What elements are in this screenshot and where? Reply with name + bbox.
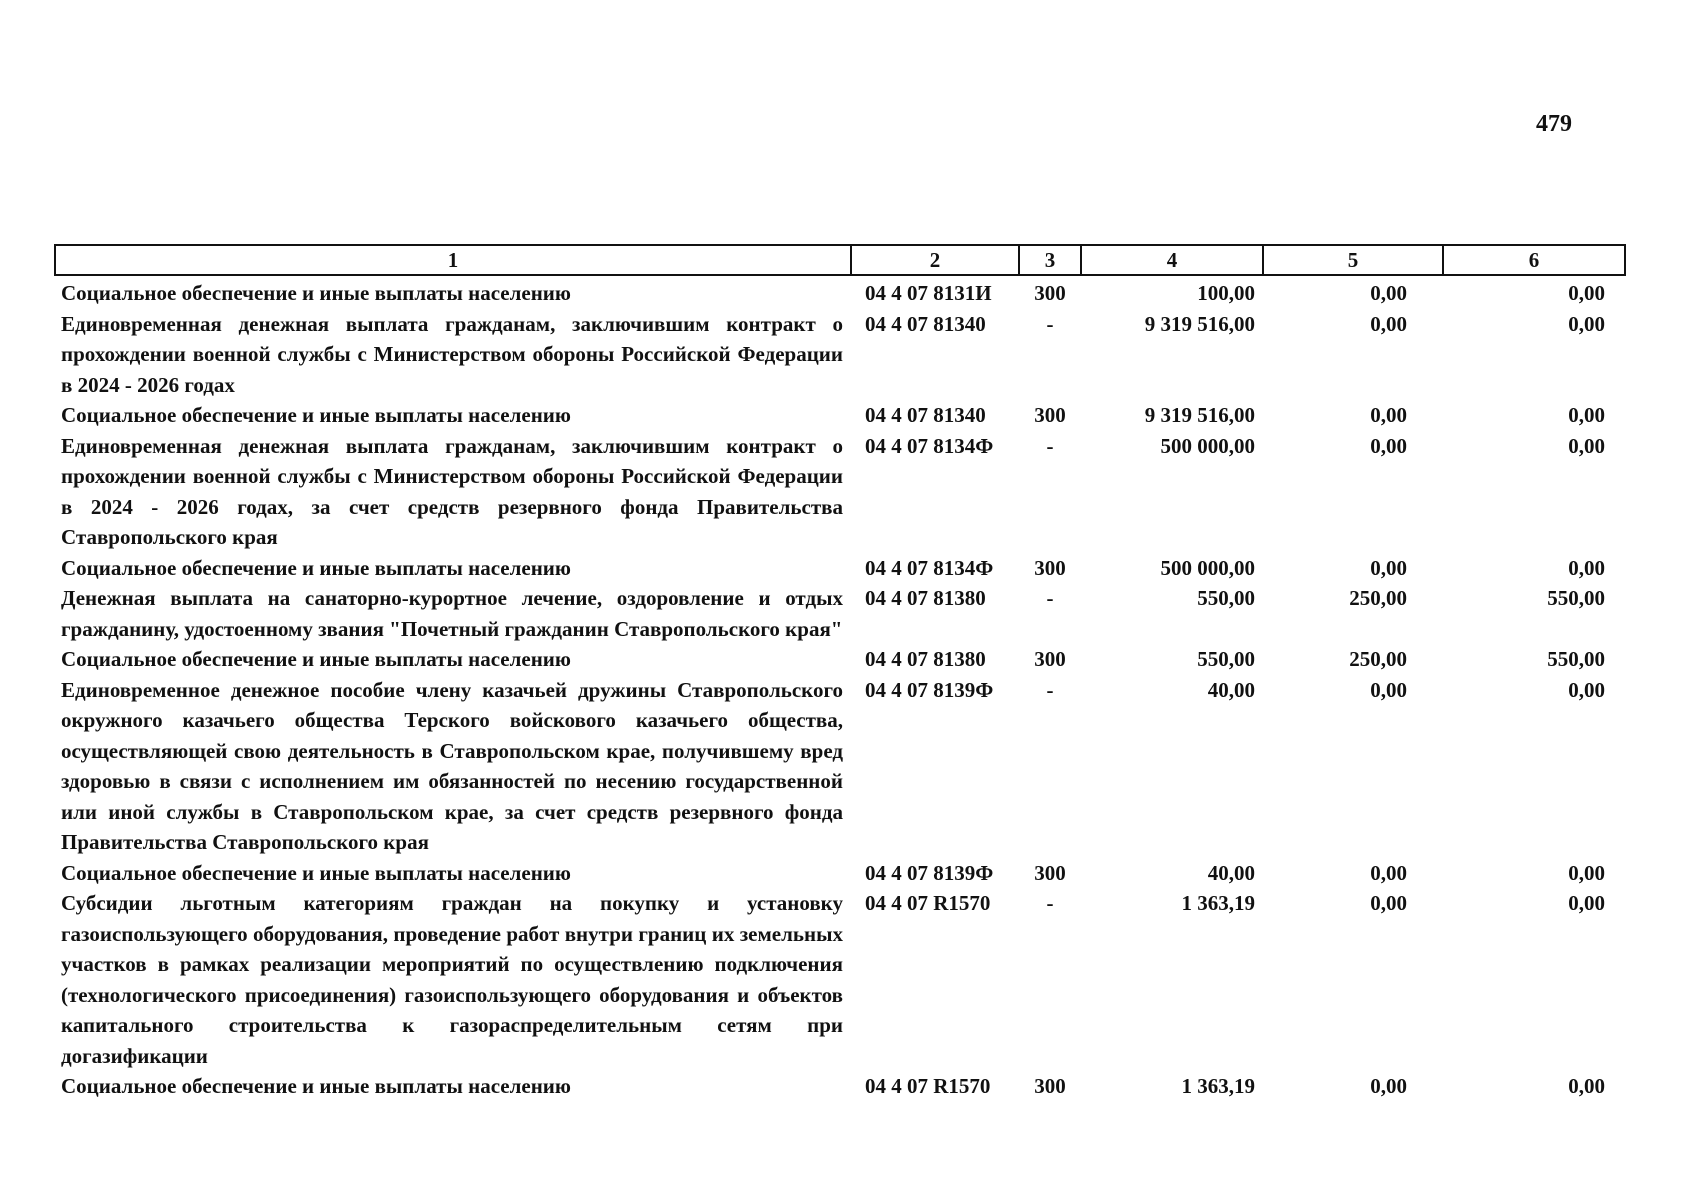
table-header-row: [55, 245, 1625, 275]
row-value-5: 0,00: [1370, 555, 1407, 580]
column-header-3: 3: [1019, 245, 1081, 275]
table-row: [55, 309, 1625, 401]
table-row: [55, 583, 1625, 644]
table-row: [55, 275, 1625, 309]
row-code: 04 4 07 8134Ф: [865, 433, 994, 458]
row-value-6: 0,00: [1568, 677, 1605, 702]
row-name: Социальное обеспечение и иные выплаты населению: [61, 403, 571, 427]
budget-table: [54, 244, 1626, 1102]
table-row: [55, 431, 1625, 553]
table-row: [55, 888, 1625, 1071]
row-expense-type: 300: [1034, 281, 1066, 305]
row-value-5: 0,00: [1370, 433, 1407, 458]
row-expense-type: -: [1046, 891, 1054, 915]
row-value-4: 40,00: [1207, 677, 1255, 702]
table-row: [55, 400, 1625, 431]
row-code: 04 4 07 R1570: [865, 1074, 991, 1098]
row-value-6: 0,00: [1568, 860, 1605, 885]
row-expense-type: -: [1046, 433, 1054, 458]
row-value-4: 500 000,00: [1160, 555, 1255, 580]
row-expense-type: 300: [1034, 403, 1066, 427]
row-value-5: 0,00: [1370, 860, 1407, 885]
column-header-1: 1: [55, 245, 851, 275]
table-row: [55, 1071, 1625, 1102]
row-name: Социальное обеспечение и иные выплаты населению: [61, 281, 571, 305]
row-value-5: 0,00: [1370, 281, 1407, 305]
row-name: Единовременное денежное пособие члену казачьей дружины Ставропольского окружного казачьего общества Терского войскового казачьего общества, осуществляющей свою деятельность в Ставропольском крае, получившему вред здоровью в связи с исполнением им обязанностей по несению государственной или иной службы в Ставропольском крае, за счет средств резервного фонда Правительства Ставропольского края: [61, 677, 843, 854]
row-value-5: 0,00: [1370, 311, 1407, 336]
row-name: Социальное обеспечение и иные выплаты населению: [61, 555, 571, 580]
row-value-4: 1 363,19: [1181, 891, 1255, 915]
row-code: 04 4 07 8134Ф: [865, 555, 994, 580]
column-header-6: 6: [1443, 245, 1625, 275]
row-expense-type: 300: [1034, 647, 1066, 671]
row-code: 04 4 07 8139Ф: [865, 677, 994, 702]
row-value-6: 0,00: [1568, 281, 1605, 305]
row-code: 04 4 07 81380: [865, 586, 986, 610]
column-header-5: 5: [1263, 245, 1443, 275]
row-value-5: 0,00: [1370, 677, 1407, 702]
table-row: [55, 644, 1625, 675]
row-name: Социальное обеспечение и иные выплаты населению: [61, 860, 571, 885]
row-value-4: 100,00: [1197, 281, 1255, 305]
row-value-4: 1 363,19: [1181, 1074, 1255, 1098]
row-value-6: 0,00: [1568, 403, 1605, 427]
row-expense-type: -: [1046, 677, 1054, 702]
row-value-5: 250,00: [1349, 647, 1407, 671]
row-value-4: 40,00: [1207, 860, 1255, 885]
row-value-6: 0,00: [1568, 891, 1605, 915]
row-value-4: 550,00: [1197, 586, 1255, 610]
row-code: 04 4 07 81340: [865, 403, 986, 427]
row-expense-type: 300: [1034, 860, 1066, 885]
row-value-6: 550,00: [1547, 647, 1605, 671]
row-name: Социальное обеспечение и иные выплаты населению: [61, 1074, 571, 1098]
table-row: [55, 858, 1625, 889]
row-value-4: 9 319 516,00: [1144, 403, 1255, 427]
row-value-6: 0,00: [1568, 433, 1605, 458]
page-number: 479: [1536, 111, 1572, 137]
row-expense-type: 300: [1034, 555, 1066, 580]
row-code: 04 4 07 R1570: [865, 891, 991, 915]
row-value-5: 0,00: [1370, 403, 1407, 427]
row-value-6: 0,00: [1568, 555, 1605, 580]
row-expense-type: -: [1046, 586, 1054, 610]
column-header-4: 4: [1081, 245, 1263, 275]
table-row: [55, 553, 1625, 584]
row-code: 04 4 07 8131И: [865, 281, 992, 305]
column-header-2: 2: [851, 245, 1019, 275]
row-expense-type: -: [1046, 311, 1054, 336]
row-code: 04 4 07 81380: [865, 647, 986, 671]
row-name: Субсидии льготным категориям граждан на покупку и установку газоиспользующего оборудования, проведение работ внутри границ их земельных участков в рамках реализации мероприятий по осуществлению подключения (технологического присоединения) газоиспользующего оборудования и объектов капитального строительства к газораспределительным сетям при догазификации: [61, 891, 843, 1068]
table-row: [55, 675, 1625, 858]
row-value-6: 550,00: [1547, 586, 1605, 610]
row-name: Единовременная денежная выплата гражданам, заключившим контракт о прохождении военной службы с Министерством обороны Российской Федерации в 2024 - 2026 годах, за счет средств резервного фонда Правительства Ставропольского края: [61, 433, 843, 549]
row-name: Социальное обеспечение и иные выплаты населению: [61, 647, 571, 671]
row-value-5: 250,00: [1349, 586, 1407, 610]
row-value-4: 500 000,00: [1160, 433, 1255, 458]
row-expense-type: 300: [1034, 1074, 1066, 1098]
row-value-5: 0,00: [1370, 1074, 1407, 1098]
row-name: Денежная выплата на санаторно-курортное лечение, оздоровление и отдых гражданину, удостоенному звания "Почетный гражданин Ставропольского края": [61, 586, 843, 641]
row-value-6: 0,00: [1568, 1074, 1605, 1098]
row-code: 04 4 07 81340: [865, 311, 986, 336]
row-code: 04 4 07 8139Ф: [865, 860, 994, 885]
row-value-4: 550,00: [1197, 647, 1255, 671]
row-value-5: 0,00: [1370, 891, 1407, 915]
row-value-4: 9 319 516,00: [1144, 311, 1255, 336]
row-name: Единовременная денежная выплата гражданам, заключившим контракт о прохождении военной службы с Министерством обороны Российской Федерации в 2024 - 2026 годах: [61, 311, 843, 397]
row-value-6: 0,00: [1568, 311, 1605, 336]
